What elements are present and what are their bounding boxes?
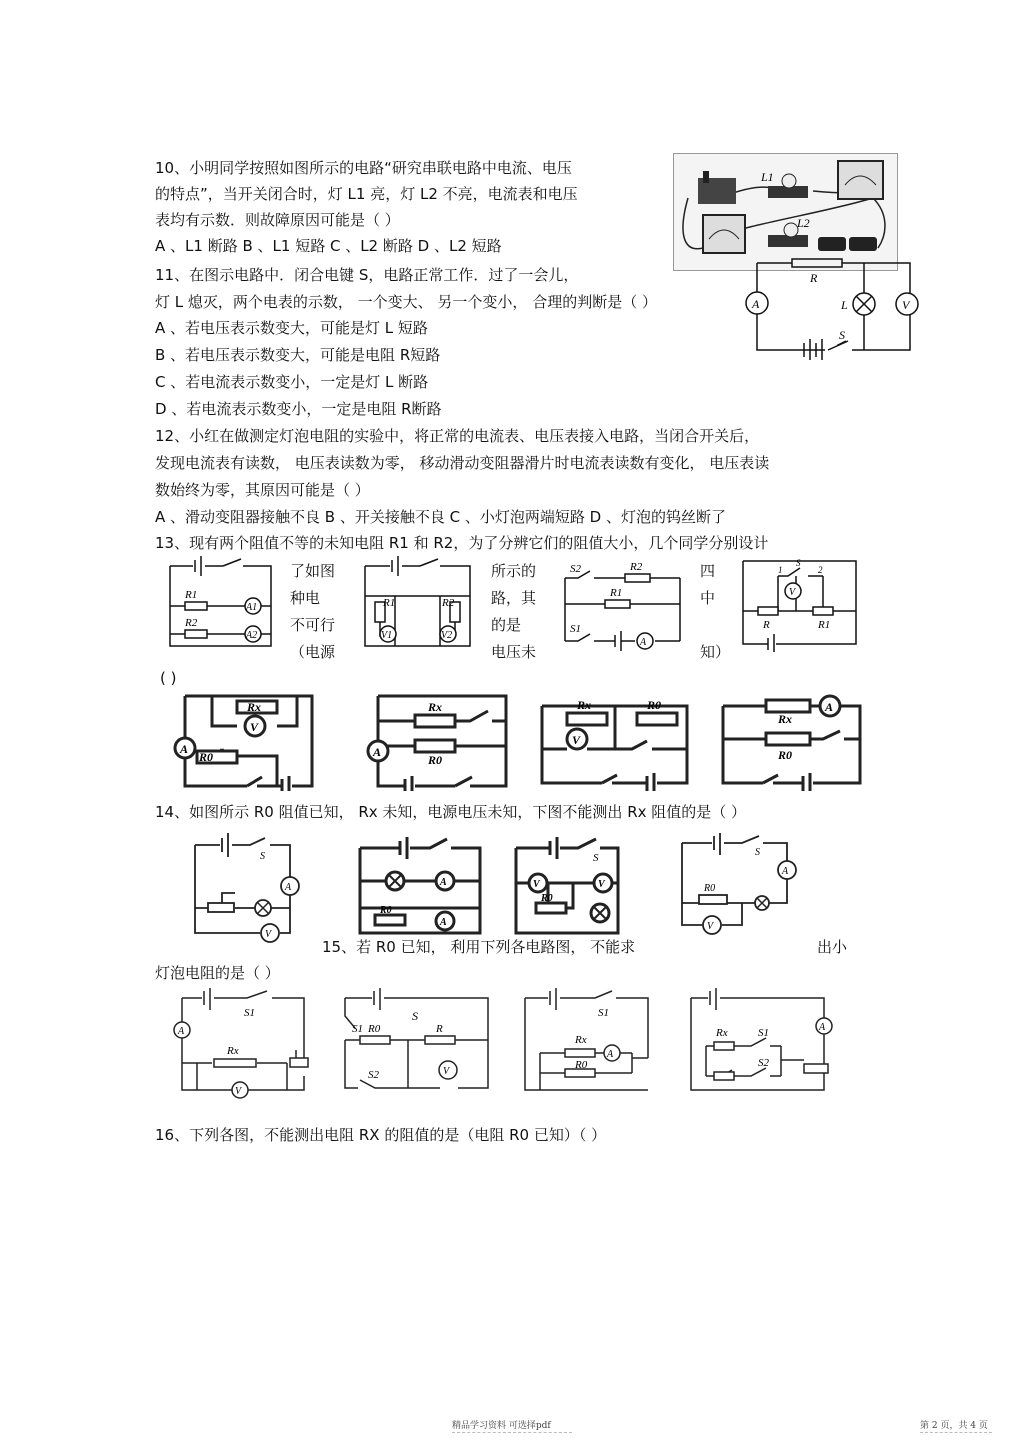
q13-f5-A: A: [180, 742, 189, 756]
q13-answer-blank: ( ): [160, 669, 177, 687]
q11-option-d: D 、若电流表示数变小，一定是电阻 R断路: [155, 400, 442, 418]
q13-f5-V: V: [250, 720, 259, 734]
q13-f7-R0: R0: [647, 698, 662, 712]
q16-stem: 16、下列各图，不能测出电阻 RX 的阻值的是（电阻 R0 已知）（ ）: [155, 1126, 607, 1144]
q14-f1-S: S: [260, 851, 265, 862]
q15-f2-R: R: [436, 1023, 443, 1035]
q15-stem-line1b: 出小: [817, 938, 848, 956]
q14-f1-V: V: [265, 929, 272, 940]
footer-divider-right: [920, 1432, 992, 1433]
q15-f3-R0: R0: [575, 1059, 588, 1071]
q13-f8-A: A: [825, 700, 834, 714]
q11-option-b: B 、若电压表示数变大，可能是电阻 R短路: [155, 346, 441, 364]
q13-f3-A: A: [640, 637, 647, 648]
q12-stem-line2: 发现电流表有读数， 电压表读数为零， 移动滑动变阻器滑片时电流表读数有变化， 电压表读: [155, 454, 770, 472]
q13-figure-6: [360, 691, 512, 791]
q11-stem-line2: 灯 L 熄灭，两个电表的示数， 一个变大、 另一个变小， 合理的判断是（ ）: [155, 293, 657, 311]
q15-f1-Rx: Rx: [227, 1045, 239, 1057]
q14-f3-R0: R0: [541, 893, 553, 904]
q11-label-A: A: [752, 297, 760, 311]
q13-f1-R2: R2: [185, 617, 198, 629]
q15-figure-1: [172, 988, 312, 1100]
q15-figure-3: [520, 988, 655, 1100]
q13-f2-V2: V2: [441, 630, 453, 641]
q13-figure-3: [560, 556, 686, 652]
q13-f1-A1: A1: [246, 602, 258, 613]
q13-f4-R: R: [763, 619, 770, 631]
q11-figure: [742, 255, 922, 360]
q13-f5-Rx: Rx: [247, 700, 262, 714]
q10-figure: [673, 153, 898, 271]
q15-f1-V: V: [235, 1086, 242, 1097]
q15-figure-4: [686, 988, 836, 1100]
q13-f2-V1: V1: [381, 630, 393, 641]
q15-f2-S: S: [412, 1009, 418, 1023]
footer-page-number: 第 2 页，共 4 页: [920, 1421, 988, 1431]
q15-f2-S2: S2: [368, 1069, 379, 1081]
q13-figure-8: [718, 691, 866, 791]
q14-f3-V1: V: [533, 879, 540, 890]
q11-label-S: S: [839, 328, 845, 342]
q15-f3-A: A: [607, 1049, 614, 1060]
q10-options: A 、L1 断路 B 、L1 短路 C 、L2 断路 D 、L2 短路: [155, 237, 502, 255]
q13-col2-0: 所示的: [491, 562, 537, 580]
q13-f6-A: A: [373, 745, 382, 759]
q14-stem: 14、如图所示 R0 阻值已知， Rx 未知，电源电压未知，下图不能测出 Rx 阻值的是（ ）: [155, 803, 747, 821]
q13-f3-S1: S1: [570, 623, 581, 635]
q13-f4-1: 1: [778, 565, 783, 575]
q14-f4-A: A: [782, 866, 789, 877]
q13-col1-1: 种电: [290, 589, 321, 607]
q13-f1-A2: A2: [246, 630, 258, 641]
q13-f4-R1: R1: [818, 619, 831, 631]
q14-figure-1: [190, 833, 305, 943]
q11-option-c: C 、若电流表示数变小，一定是灯 L 断路: [155, 373, 429, 391]
q10-label-L2: L2: [797, 216, 810, 230]
q11-label-R: R: [810, 271, 818, 285]
q13-figure-1: [165, 556, 277, 652]
q13-f6-Rx: Rx: [428, 700, 443, 714]
q13-f4-S: S: [796, 558, 801, 568]
q13-col1-0: 了如图: [290, 562, 336, 580]
q13-figure-2: [360, 556, 475, 652]
q13-f7-Rx: Rx: [577, 698, 592, 712]
q13-col2-3: 电压未: [491, 643, 537, 661]
q11-option-a: A 、若电压表示数变大，可能是灯 L 短路: [155, 319, 428, 337]
q14-figure-4: [677, 833, 802, 943]
q13-col1-2: 不可行: [290, 616, 336, 634]
q15-f4-S1: S1: [758, 1027, 769, 1039]
q14-f2-A1: A: [440, 877, 447, 888]
q13-f4-V: V: [789, 587, 796, 598]
q15-f3-Rx: Rx: [575, 1034, 587, 1046]
q15-f2-V: V: [443, 1066, 450, 1077]
q14-figure-2: [355, 833, 485, 943]
q13-f5-R0: R0: [199, 750, 214, 764]
q14-f1-A: A: [285, 882, 292, 893]
q10-label-L1: L1: [761, 170, 774, 184]
q15-f4-A: A: [819, 1022, 826, 1033]
q13-col1-3: （电源: [290, 643, 336, 661]
q13-col3-1: 中: [700, 589, 716, 607]
q13-col2-2: 的是: [491, 616, 522, 634]
q10-stem-line2: 的特点”，当开关闭合时，灯 L1 亮，灯 L2 不亮，电流表和电压: [155, 185, 578, 203]
q14-f3-S: S: [593, 852, 599, 864]
footer-divider-left: [452, 1432, 572, 1433]
q13-col2-1: 路，其: [491, 589, 537, 607]
q12-stem-line3: 数始终为零，其原因可能是（ ）: [155, 481, 370, 499]
q10-stem-line1: 10、小明同学按照如图所示的电路“研究串联电路中电流、电压: [155, 159, 572, 177]
q13-f2-R1: R1: [383, 597, 396, 609]
q13-f2-R2: R2: [442, 597, 455, 609]
q13-f3-R2: R2: [630, 561, 643, 573]
q13-f3-R1: R1: [610, 587, 623, 599]
q15-f2-S1: S1: [352, 1023, 363, 1035]
q10-stem-line3: 表均有示数．则故障原因可能是（ ）: [155, 211, 400, 229]
q14-figure-3: [508, 833, 628, 943]
q13-col3-3: 知）: [700, 643, 731, 661]
q15-figure-2: [340, 988, 492, 1100]
q14-f3-V2: V: [598, 879, 605, 890]
q14-f4-R0: R0: [704, 883, 716, 894]
q15-f1-S1: S1: [244, 1007, 255, 1019]
q13-f8-R0: R0: [778, 748, 793, 762]
q13-f8-Rx: Rx: [778, 712, 793, 726]
q13-f4-2: 2: [818, 565, 823, 575]
q13-f7-V: V: [572, 733, 581, 747]
q14-f4-V: V: [707, 921, 714, 932]
q15-f3-S1: S1: [598, 1007, 609, 1019]
q13-f6-R0: R0: [428, 753, 443, 767]
q13-figure-5: [167, 691, 317, 791]
q13-col3-0: 四: [700, 562, 716, 580]
q15-f4-S2: S2: [758, 1057, 769, 1069]
q13-f1-R1: R1: [185, 589, 198, 601]
q15-f1-A: A: [178, 1026, 185, 1037]
q14-f2-R0: R0: [380, 905, 392, 916]
q15-stem-line1a: 15、若 R0 已知， 利用下列各电路图， 不能求: [322, 938, 636, 956]
q13-f3-S2: S2: [570, 563, 581, 575]
q13-stem-line1: 13、现有两个阻值不等的未知电阻 R1 和 R2，为了分辨它们的阻值大小，几个同学分别设计: [155, 534, 769, 552]
q13-figure-7: [537, 691, 692, 791]
q12-options: A 、滑动变阻器接触不良 B 、开关接触不良 C 、小灯泡两端短路 D 、灯泡的钨丝断了: [155, 508, 726, 526]
q14-f2-A2: A: [440, 917, 447, 928]
q15-f4-Rx: Rx: [716, 1027, 728, 1039]
q15-f2-R0: R0: [368, 1023, 381, 1035]
q11-label-L: L: [841, 298, 848, 312]
q12-stem-line1: 12、小红在做测定灯泡电阻的实验中，将正常的电流表、电压表接入电路，当闭合开关后，: [155, 427, 760, 445]
q15-stem-line2: 灯泡电阻的是（ ）: [155, 964, 280, 982]
q11-stem-line1: 11、在图示电路中．闭合电键 S，电路正常工作．过了一会儿，: [155, 266, 579, 284]
q14-f4-S: S: [755, 847, 760, 858]
q13-figure-4: [738, 556, 862, 652]
footer-left: 精品学习资料 可选择pdf: [452, 1421, 551, 1431]
q11-label-V: V: [902, 298, 910, 312]
